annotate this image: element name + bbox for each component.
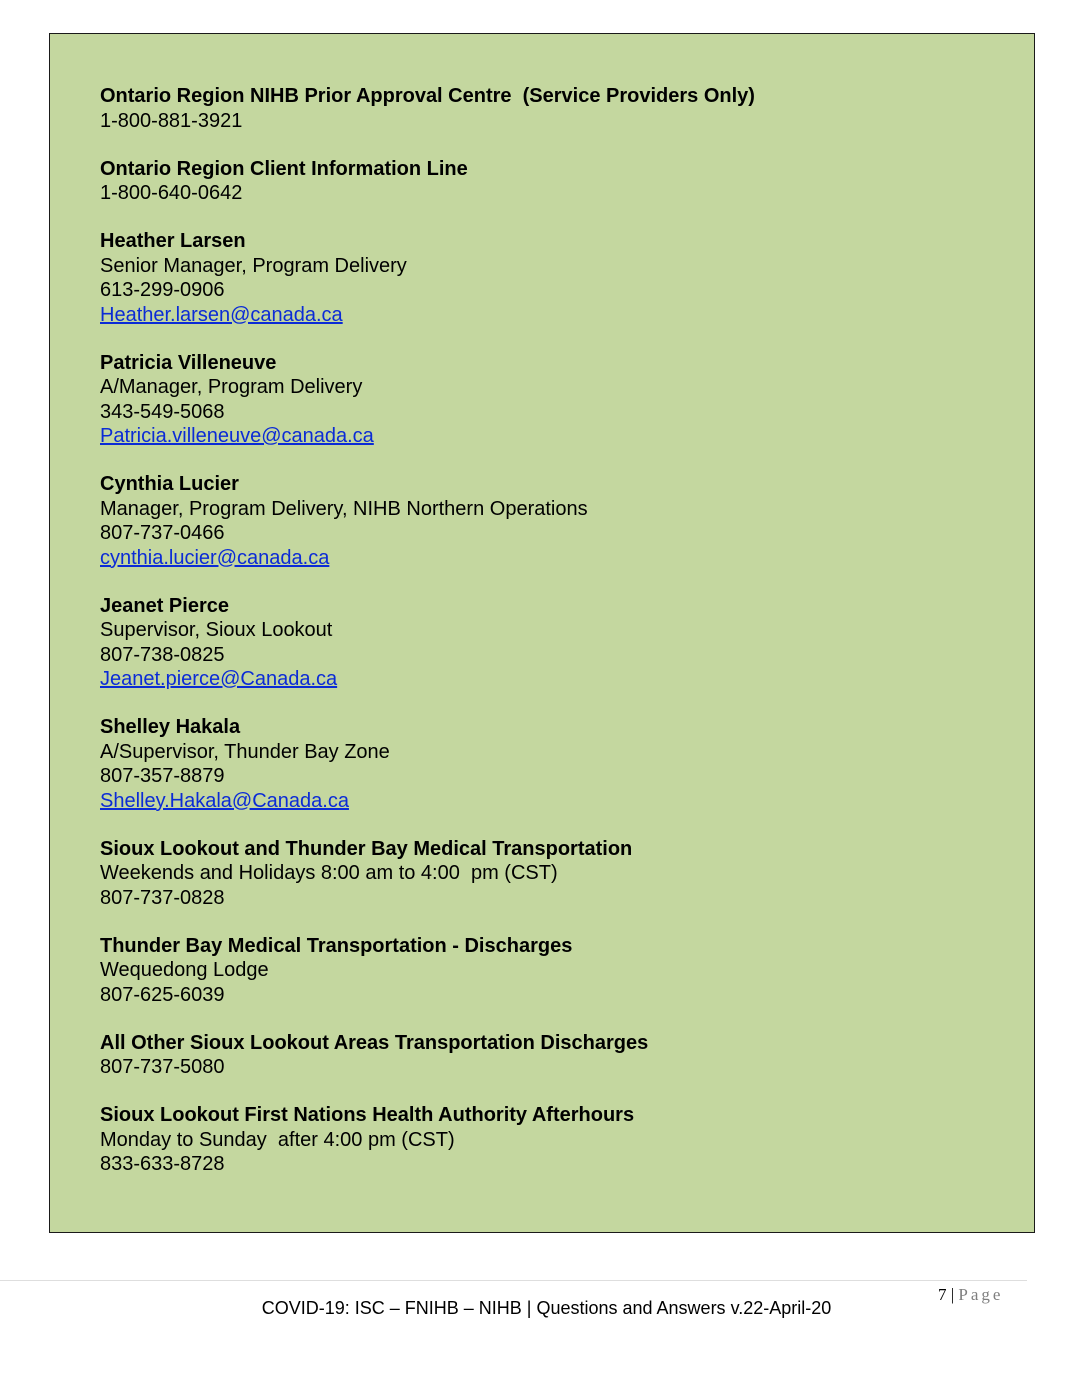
contact-detail-line: 833-633-8728 <box>100 1153 225 1175</box>
contact-email-link[interactable]: Jeanet.pierce@Canada.ca <box>100 668 338 690</box>
contact-detail-line: 613-299-0906 <box>100 279 225 301</box>
contact-detail-line: 343-549-5068 <box>100 400 225 423</box>
contact-info-box <box>49 33 1035 1233</box>
contact-title: Ontario Region Client Information Line <box>100 157 468 180</box>
contact-list <box>100 84 1000 1177</box>
contact-detail-line: A/Supervisor, Thunder Bay Zone <box>100 740 390 763</box>
contact-entry <box>100 1031 1000 1080</box>
contact-detail-line: 807-737-5080 <box>100 1056 225 1078</box>
contact-title: Patricia Villeneuve <box>100 351 277 374</box>
contact-detail-line: Weekends and Holidays 8:00 am to 4:00 pm (CST) <box>100 862 558 884</box>
contact-detail-line: 807-738-0825 <box>100 643 225 666</box>
contact-title: Shelley Hakala <box>100 716 241 738</box>
contact-entry <box>100 837 1000 911</box>
page-label: Page <box>958 1285 1004 1304</box>
contact-detail-line: 807-737-0828 <box>100 886 225 909</box>
contact-email-link[interactable]: Patricia.villeneuve@canada.ca <box>100 425 374 447</box>
contact-email-link[interactable]: Shelley.Hakala@Canada.ca <box>100 789 349 812</box>
contact-entry <box>100 157 1000 206</box>
contact-entry <box>100 351 1000 449</box>
page-number-value: 7 <box>938 1285 947 1304</box>
contact-entry <box>100 934 1000 1008</box>
contact-email-row <box>100 789 1000 814</box>
contact-email-row <box>100 424 1000 449</box>
contact-detail-line: 807-625-6039 <box>100 983 225 1006</box>
contact-entry <box>100 715 1000 813</box>
contact-title: Cynthia Lucier <box>100 473 239 495</box>
contact-detail-line: Senior Manager, Program Delivery <box>100 254 407 277</box>
contact-entry <box>100 1103 1000 1177</box>
contact-detail-line: 807-357-8879 <box>100 765 225 787</box>
contact-title: All Other Sioux Lookout Areas Transportation Discharges <box>100 1031 649 1054</box>
contact-email-link[interactable]: Heather.larsen@canada.ca <box>100 303 343 326</box>
contact-title: Sioux Lookout First Nations Health Authority Afterhours <box>100 1104 635 1126</box>
contact-detail-line: 1-800-640-0642 <box>100 182 243 204</box>
contact-email-row <box>100 546 1000 571</box>
contact-title: Sioux Lookout and Thunder Bay Medical Transportation <box>100 837 633 860</box>
contact-detail-line: Monday to Sunday after 4:00 pm (CST) <box>100 1128 455 1151</box>
contact-email-row <box>100 303 1000 328</box>
page-number-separator: | <box>946 1285 959 1304</box>
contact-detail-line: Supervisor, Sioux Lookout <box>100 619 333 641</box>
contact-email-link[interactable]: cynthia.lucier@canada.ca <box>100 546 330 569</box>
contact-detail-line: Wequedong Lodge <box>100 959 269 981</box>
contact-email-row <box>100 667 1000 692</box>
contact-entry <box>100 472 1000 570</box>
contact-entry <box>100 594 1000 692</box>
contact-detail-line: Manager, Program Delivery, NIHB Northern Operations <box>100 497 588 520</box>
contact-entry <box>100 229 1000 327</box>
footer-text: COVID-19: ISC – FNIHB – NIHB | Questions and Answers v.22-April-20 <box>261 1298 832 1318</box>
contact-title: Heather Larsen <box>100 230 246 252</box>
contact-detail-line: 807-737-0466 <box>100 522 225 544</box>
contact-detail-line: 1-800-881-3921 <box>100 109 243 132</box>
contact-title: Jeanet Pierce <box>100 594 229 617</box>
contact-title: Thunder Bay Medical Transportation - Discharges <box>100 934 573 957</box>
contact-detail-line: A/Manager, Program Delivery <box>100 376 363 398</box>
contact-title: Ontario Region NIHB Prior Approval Centre (Service Providers Only) <box>100 85 755 107</box>
contact-entry <box>100 84 1000 133</box>
footer-divider <box>0 1280 1027 1281</box>
